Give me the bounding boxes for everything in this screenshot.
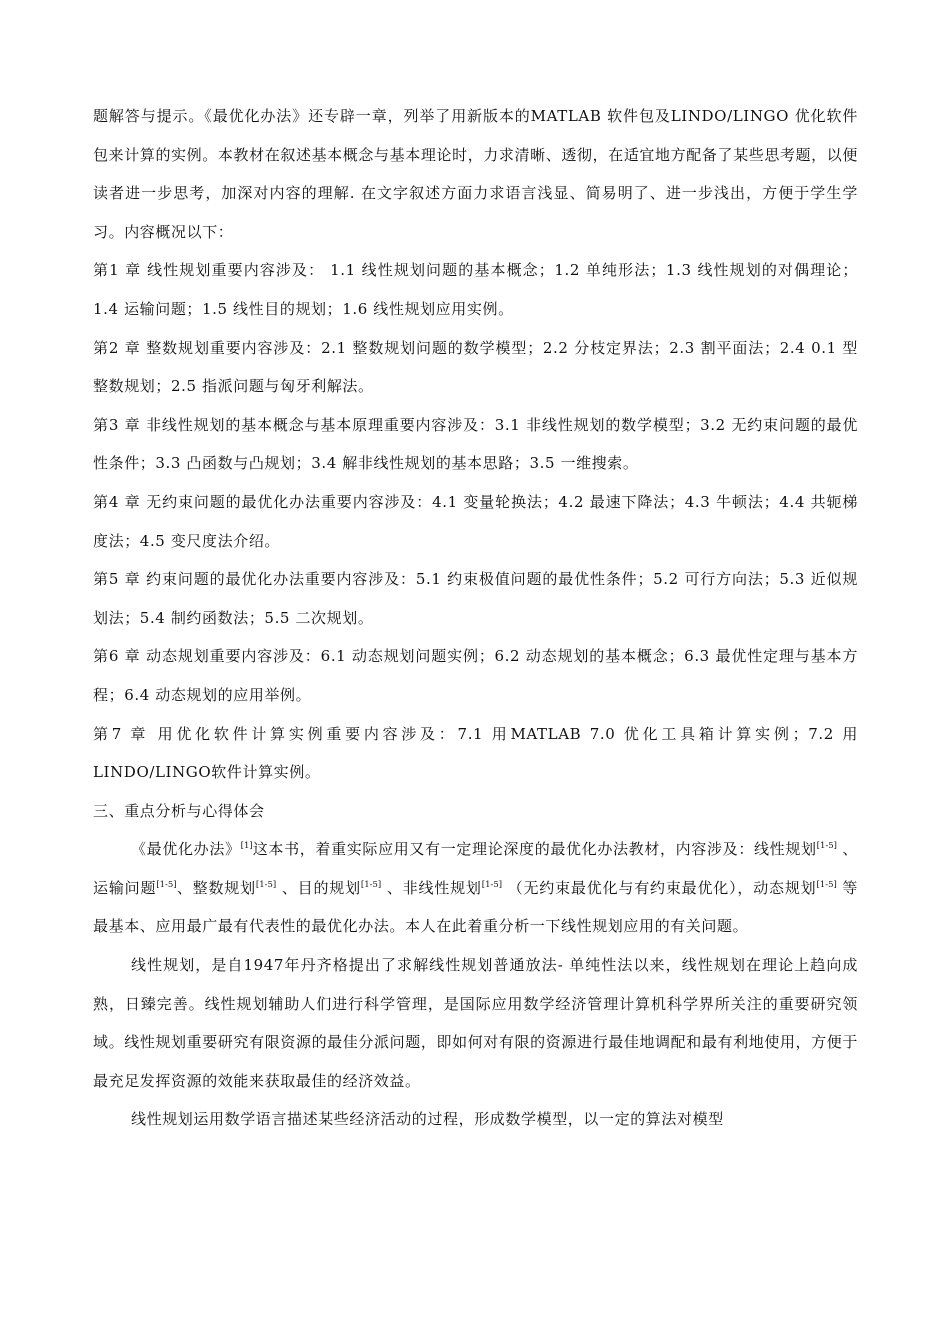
chapter-1-summary: 第1 章 线性规划重要内容涉及： 1.1 线性规划问题的基本概念；1.2 单纯形法；1.3 线性规划的对偶理论；1.4 运输问题；1.5 线性目的规划；1.6 线性规划应用实例。 <box>93 261 858 318</box>
analysis-text: 这本书，着重实际应用又有一定理论深度的最优化办法教材，内容涉及：线性规划 <box>252 840 817 859</box>
citation-ref: [1-5] <box>481 879 503 890</box>
citation-ref: [1-5] <box>816 841 837 852</box>
section-heading: 三、重点分析与心得体会 <box>93 801 265 820</box>
chapter-3-summary: 第3 章 非线性规划的基本概念与基本原理重要内容涉及：3.1 非线性规划的数学模型；3.2 无约束问题的最优性条件；3.3 凸函数与凸规划；3.4 解非线性规划的基本思路；3.5 一维搜索。 <box>93 415 858 473</box>
analysis-text: 等最基本、应用最广最有代表性的最优化办法。本人在此着重分析一下线性规划应用的有关问题。 <box>93 878 859 936</box>
analysis-text: 、目的规划 <box>276 878 361 897</box>
book-title: 《最优化办法》 <box>131 840 241 859</box>
analysis-text: 、非线性规划 <box>381 878 482 897</box>
citation-ref: [1-5] <box>156 879 177 890</box>
citation-ref: [1] <box>240 841 253 852</box>
analysis-paragraph <box>93 830 858 946</box>
analysis-text: 、运输问题 <box>93 840 859 897</box>
citation-ref: [1-5] <box>360 879 382 890</box>
body-text <box>93 97 858 1139</box>
linear-programming-paragraph-1: 线性规划，是自1947年丹齐格提出了求解线性规划普通放法- 单纯性法以来，线性规划在理论上趋向成熟，日臻完善。线性规划辅助人们进行科学管理，是国际应用数学经济管理计算机科学界所关注的重要研究领域。线性规划重要研究有限资源的最佳分派问题，即如何对有限的资源进行最佳地调配和最有利地使用，方便于最充足发挥资源的效能来获取最佳的经济效益。 <box>93 956 858 1090</box>
analysis-text: （无约束最优化与有约束最优化），动态规划 <box>502 878 817 897</box>
chapter-2-summary: 第2 章 整数规划重要内容涉及：2.1 整数规划问题的数学模型；2.2 分枝定界法；2.3 割平面法；2.4 0.1 型整数规划；2.5 指派问题与匈牙利解法。 <box>93 338 858 396</box>
chapter-5-summary: 第5 章 约束问题的最优化办法重要内容涉及：5.1 约束极值问题的最优性条件；5.2 可行方向法；5.3 近似规划法；5.4 制约函数法；5.5 二次规划。 <box>93 570 858 627</box>
citation-ref: [1-5] <box>255 879 277 890</box>
chapter-7-summary: 第7 章 用优化软件计算实例重要内容涉及：7.1 用MATLAB 7.0 优化工具箱计算实例；7.2 用LINDO/LINGO软件计算实例。 <box>93 724 858 782</box>
chapter-4-summary: 第4 章 无约束问题的最优化办法重要内容涉及：4.1 变量轮换法；4.2 最速下降法；4.3 牛顿法；4.4 共轭梯度法；4.5 变尺度法介绍。 <box>93 492 858 550</box>
chapter-6-summary: 第6 章 动态规划重要内容涉及：6.1 动态规划问题实例；6.2 动态规划的基本概念；6.3 最优性定理与基本方程；6.4 动态规划的应用举例。 <box>93 647 858 704</box>
citation-ref: [1-5] <box>816 879 837 890</box>
intro-paragraph: 题解答与提示。《最优化办法》还专辟一章，列举了用新版本的MATLAB 软件包及LINDO/LINGO 优化软件包来计算的实例。本教材在叙述基本概念与基本理论时，力求清晰、透彻，在适宜地方配备了某些思考题，以便读者进一步思考，加深对内容的理解. 在文字叙述方面力求语言浅显、简易明了、进一步浅出，方便于学生学习。内容概况以下： <box>93 107 858 241</box>
linear-programming-paragraph-2: 线性规划运用数学语言描述某些经济活动的过程，形成数学模型，以一定的算法对模型 <box>131 1110 724 1129</box>
analysis-text: 、整数规划 <box>176 878 256 897</box>
